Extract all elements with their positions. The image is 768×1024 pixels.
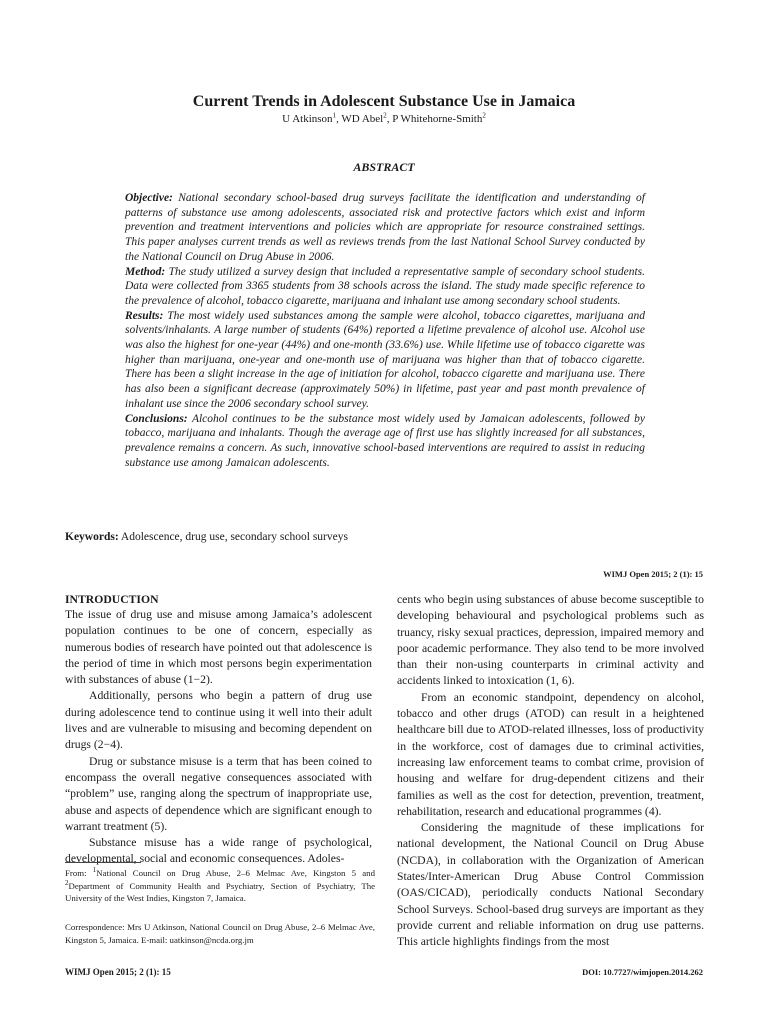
body-paragraph: Considering the magnitude of these implications for national development, the National Council on Drug Abuse (NCDA), in collaboration with the Organization of American States/Inter-American Drug Abuse Control Commission (OAS/CICAD), periodically conducts National Secondary School Surveys. School-based drug surveys are important as they provide current and reliable information on drug use patterns. This article highlights findings from the most xyxy=(397,821,704,949)
footnote-divider xyxy=(65,862,141,863)
affiliation-mark: 2 xyxy=(65,878,69,887)
affiliation-footnote xyxy=(65,867,375,905)
author-affiliation-mark: 2 xyxy=(383,111,387,120)
footer-journal: WIMJ Open 2015; 2 (1): 15 xyxy=(65,967,171,977)
body-paragraph: Drug or substance misuse is a term that has been coined to encompass the overall negative consequences associated with “problem” use, ranging along the spectrum of inappropriate use, abuse and aspects of dependence which are significant enough to warrant treatment (5). xyxy=(65,754,372,833)
keywords-text: Adolescence, drug use, secondary school surveys xyxy=(118,531,348,543)
abstract-conclusions-text: Alcohol continues to be the substance most widely used by Jamaican adolescents, followed by tobacco, marijuana and inhalants. Though the average age of first use has slightly increased for all substances, prevalence remains a concern. As such, innovative school-based interventions are required to assist in reducing substance use among Jamaican adolescents. xyxy=(125,412,645,469)
correspondence-footnote: Correspondence: Mrs U Atkinson, National Council on Drug Abuse, 2–6 Melmac Ave, Kingston 5, Jamaica. E-mail: uatkinson@ncda.org.jm xyxy=(65,922,375,945)
author-name: U Atkinson xyxy=(282,113,333,125)
footnote-from-label: From: xyxy=(65,868,93,878)
abstract-results-label: Results: xyxy=(125,309,164,322)
body-column-right xyxy=(397,592,704,951)
body-paragraph: From an economic standpoint, dependency on alcohol, tobacco and other drugs (ATOD) can result in a heightened healthcare bill due to ATOD-related illnesses, loss of productivity in the workforce, cost of damages due to criminal activities, increasing law enforcement teams to combat crime, provision of housing and welfare for drug-dependent citizens and their families as well as the cost for detection, prevention, treatment, rehabilitation, research and educational programmes (4). xyxy=(397,690,704,818)
paper-title: Current Trends in Adolescent Substance Use in Jamaica xyxy=(192,93,576,110)
body-paragraph: Additionally, persons who begin a pattern of drug use during adolescence tend to continue using it well into their adult lives and are vulnerable to misusing and becoming dependent on drugs (2−4). xyxy=(65,689,372,752)
abstract-conclusions xyxy=(125,412,645,471)
keywords xyxy=(65,531,715,543)
author-affiliation-mark: 1 xyxy=(332,111,337,120)
abstract-results xyxy=(125,309,645,412)
abstract-body xyxy=(125,191,645,470)
abstract-method-label: Method: xyxy=(125,265,166,278)
affiliation-1-text: National Council on Drug Abuse, 2–6 Melmac Ave, Kingston 5 and xyxy=(96,868,375,878)
abstract-method-text: The study utilized a survey design that included a representative sample of secondary school students. Data were collected from 3365 students from 38 schools across the island. The study made specific reference to the prevalence of alcohol, tobacco cigarette, marijuana and inhalant use among secondary school students. xyxy=(125,265,645,307)
abstract-results-text: The most widely used substances among the sample were alcohol, tobacco cigarettes, marijuana and solvents/inhalants. A large number of students (64%) reported a lifetime prevalence of alcohol use. Alcohol use was also the highest for one-year (44%) and one-month (33.6%) use. While lifetime use of tobacco cigarette was higher than marijuana, one-year and one-month use of marijuana was higher than that of tobacco cigarette. There has been a slight increase in the age of initiation for alcohol, tobacco cigarette and marijuana use. There has also been a significant decrease (approximately 50%) in lifetime, past year and past month prevalence of inhalant use since the 2006 secondary school survey. xyxy=(125,309,645,410)
abstract-objective-text: National secondary school-based drug surveys facilitate the identification and understanding of patterns of substance use among adolescents, associated risk and protective factors which exist and inform prevention and treatment interventions and policies which are appropriate for resource constrained settings. This paper analyses current trends as well as reviews trends from the last National School Survey conducted by the National Council on Drug Abuse in 2006. xyxy=(125,192,645,263)
abstract-objective-label: Objective: xyxy=(125,192,173,204)
abstract-heading: ABSTRACT xyxy=(353,160,415,174)
keywords-label: Keywords: xyxy=(65,531,119,543)
affiliation-mark: 1 xyxy=(92,866,97,875)
author-name: WD Abel xyxy=(341,113,384,125)
section-heading-introduction: INTRODUCTION xyxy=(65,593,159,606)
footer-doi: DOI: 10.7727/wimjopen.2014.262 xyxy=(582,967,703,977)
author-name: P Whitehorne-Smith xyxy=(392,113,483,125)
author-affiliation-mark: 2 xyxy=(482,111,486,120)
body-paragraph: The issue of drug use and misuse among Jamaica’s adolescent population continues to be one of concern, especially as numerous bodies of research have pointed out that adolescence is the period of time in which most persons begin experimentation with substances of abuse (1−2). xyxy=(65,608,372,687)
abstract-objective xyxy=(125,191,645,265)
body-paragraph: cents who begin using substances of abuse become susceptible to developing behavioural and psychological problems such as truancy, risky sexual practices, depression, impaired memory and poor academic performance. They also tend to be more involved than their non-using counterparts in criminal activity and accidents linked to intoxication (1, 6). xyxy=(397,593,704,688)
affiliation-2-text: Department of Community Health and Psychiatry, Section of Psychiatry, The University of the West Indies, Kingston 7, Jamaica. xyxy=(65,880,375,904)
journal-citation: WIMJ Open 2015; 2 (1): 15 xyxy=(603,569,703,579)
abstract-method xyxy=(125,265,645,309)
abstract-conclusions-label: Conclusions: xyxy=(125,412,188,425)
body-paragraph: Substance misuse has a wide range of psychological, developmental, social and economic consequences. Adoles- xyxy=(65,836,372,866)
body-column-left xyxy=(65,592,372,868)
author-list: U Atkinson$^1$, WD Abel$^2$, P Whitehorne-Smith$^2$ xyxy=(282,111,486,125)
